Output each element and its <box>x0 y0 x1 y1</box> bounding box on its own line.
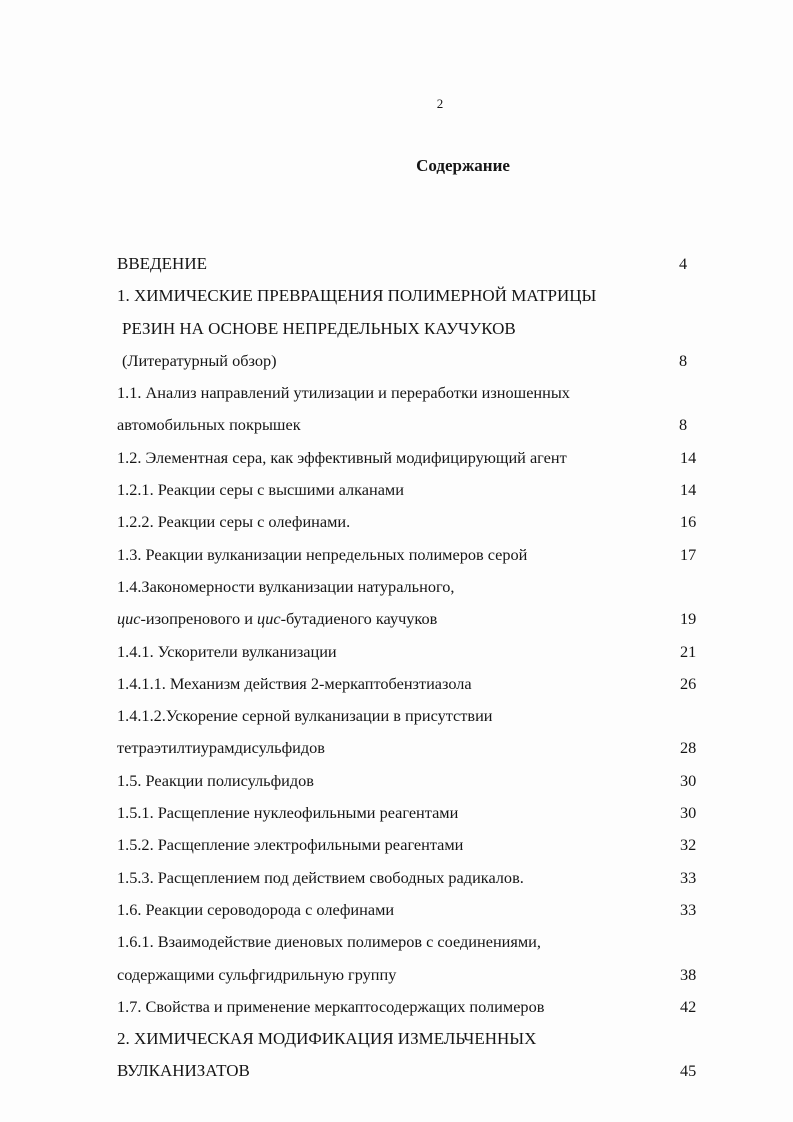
toc-entry <box>0 474 793 506</box>
toc-entry <box>0 506 793 538</box>
toc-entry-text: 1.6.1. Взаимодействие диеновых полимеров с соединениями, <box>117 932 541 952</box>
toc-entry-page: 30 <box>680 803 697 823</box>
toc-entry-page: 14 <box>680 447 697 467</box>
toc-entry-page: 33 <box>680 899 697 919</box>
toc-entry-text: содержащими сульфгидрильную группу <box>117 964 397 984</box>
toc-entry-text: 1. ХИМИЧЕСКИЕ ПРЕВРАЩЕНИЯ ПОЛИМЕРНОЙ МАТРИЦЫ <box>117 286 597 306</box>
toc-entry-text-italic: цис <box>257 609 281 629</box>
toc-entry-text: 1.2.2. Реакции серы с олефинами. <box>117 512 351 532</box>
toc-entry-page: 38 <box>680 964 697 984</box>
table-of-contents <box>0 248 793 1088</box>
toc-entry <box>0 797 793 829</box>
toc-title: Содержание <box>416 156 510 175</box>
toc-entry-text <box>117 603 437 635</box>
toc-entry <box>0 248 793 280</box>
toc-entry-page: 45 <box>680 1061 697 1081</box>
toc-entry <box>0 442 793 474</box>
toc-entry <box>0 539 793 571</box>
toc-entry-text: 1.5.2. Расщепление электрофильными реагентами <box>117 835 464 855</box>
toc-entry-text: 1.4.1.2.Ускорение серной вулканизации в присутствии <box>117 706 493 726</box>
toc-entry-page: 4 <box>679 254 688 273</box>
toc-entry <box>0 636 793 668</box>
toc-entry-page: 28 <box>680 738 697 758</box>
toc-entry <box>0 1055 793 1087</box>
toc-entry-page: 16 <box>680 512 697 532</box>
toc-entry-text: 1.3. Реакции вулканизации непредельных полимеров серой <box>117 544 528 564</box>
toc-entry-text: ВУЛКАНИЗАТОВ <box>117 1061 250 1081</box>
toc-entry <box>0 700 793 732</box>
toc-entry-text: ВВЕДЕНИЕ <box>117 254 207 273</box>
toc-entry-text: 1.4.1. Ускорители вулканизации <box>117 641 337 661</box>
toc-entry-text: 1.2.1. Реакции серы с высшими алканами <box>117 480 404 500</box>
toc-entry <box>0 409 793 441</box>
toc-entry-text: 1.2. Элементная сера, как эффективный модифицирующий агент <box>117 447 567 467</box>
toc-entry-text: 1.6. Реакции сероводорода с олефинами <box>117 899 395 919</box>
toc-entry-text-part: -изопренового и <box>140 609 258 629</box>
toc-entry-text-italic: цис <box>117 609 141 629</box>
toc-entry <box>0 829 793 861</box>
toc-entry-text: 2. ХИМИЧЕСКАЯ МОДИФИКАЦИЯ ИЗМЕЛЬЧЕННЫХ <box>117 1029 537 1049</box>
toc-entry-page: 14 <box>680 480 697 500</box>
toc-entry-page: 21 <box>680 641 697 661</box>
toc-entry <box>0 765 793 797</box>
toc-entry-page: 19 <box>680 609 697 629</box>
toc-entry <box>0 571 793 603</box>
toc-entry-text: 1.4.1.1. Механизм действия 2-меркаптобензтиазола <box>117 673 472 693</box>
toc-entry-text: 1.5.1. Расщепление нуклеофильными реагентами <box>117 803 459 823</box>
toc-entry-page: 32 <box>680 835 697 855</box>
toc-entry <box>0 668 793 700</box>
toc-entry-page: 17 <box>680 544 697 564</box>
toc-entry-page: 30 <box>680 770 697 790</box>
toc-entry <box>0 926 793 958</box>
toc-entry-text: 1.7. Свойства и применение меркаптосодержащих полимеров <box>117 996 545 1016</box>
toc-entry <box>0 991 793 1023</box>
toc-entry-text: автомобильных покрышек <box>117 415 301 435</box>
toc-entry-text: 1.1. Анализ направлений утилизации и переработки изношенных <box>117 383 570 403</box>
toc-entry-page: 33 <box>680 867 697 887</box>
toc-entry <box>0 862 793 894</box>
toc-entry-text: 1.5. Реакции полисульфидов <box>117 770 314 790</box>
toc-entry <box>0 894 793 926</box>
toc-entry-text: тетраэтилтиурамдисульфидов <box>117 738 325 758</box>
toc-entry <box>0 313 793 345</box>
toc-entry-text: 1.5.3. Расщеплением под действием свободных радикалов. <box>117 867 524 887</box>
toc-entry <box>0 732 793 764</box>
toc-entry <box>0 959 793 991</box>
toc-entry-page: 8 <box>679 350 688 370</box>
toc-entry <box>0 1023 793 1055</box>
page-number: 2 <box>436 96 444 111</box>
toc-entry-text: (Литературный обзор) <box>122 350 277 370</box>
toc-entry-page: 26 <box>680 673 697 693</box>
toc-entry <box>0 280 793 312</box>
toc-entry-text: 1.4.Закономерности вулканизации натурального, <box>117 576 455 596</box>
toc-entry-page: 8 <box>679 415 688 435</box>
toc-entry <box>0 345 793 377</box>
toc-entry-text-part: -бутадиеного каучуков <box>280 609 438 629</box>
toc-entry-text: РЕЗИН НА ОСНОВЕ НЕПРЕДЕЛЬНЫХ КАУЧУКОВ <box>122 318 516 338</box>
toc-entry-page: 42 <box>680 996 697 1016</box>
toc-entry <box>0 377 793 409</box>
toc-entry <box>0 603 793 635</box>
